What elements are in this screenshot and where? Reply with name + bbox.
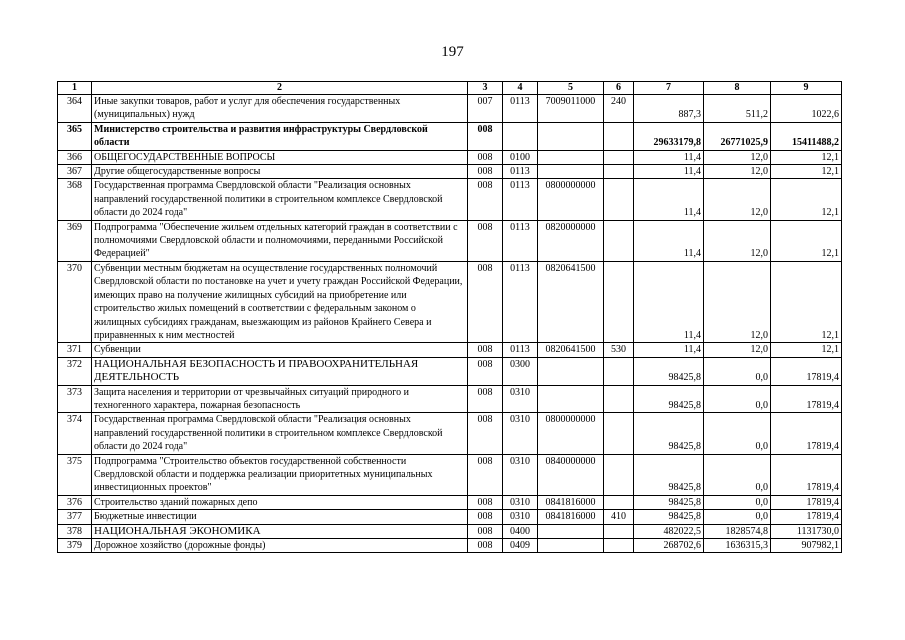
amount-col7: 11,4 — [634, 179, 704, 220]
row-number: 374 — [58, 413, 92, 454]
row-name: НАЦИОНАЛЬНАЯ БЕЗОПАСНОСТЬ И ПРАВООХРАНИТЕЛЬНАЯ ДЕЯТЕЛЬНОСТЬ — [92, 357, 468, 385]
column-header: 1 — [58, 82, 92, 95]
code-admin: 008 — [468, 357, 503, 385]
row-number: 378 — [58, 524, 92, 538]
table-row — [58, 495, 842, 509]
table-row — [58, 524, 842, 538]
column-header: 5 — [538, 82, 604, 95]
table-row — [58, 357, 842, 385]
amount-col9: 12,1 — [771, 165, 842, 179]
amount-col9: 17819,4 — [771, 510, 842, 524]
code-admin: 007 — [468, 95, 503, 123]
amount-col8: 0,0 — [704, 413, 771, 454]
code-expense-type — [604, 179, 634, 220]
code-target: 0841816000 — [538, 495, 604, 509]
amount-col7: 268702,6 — [634, 539, 704, 553]
row-name: Дорожное хозяйство (дорожные фонды) — [92, 539, 468, 553]
amount-col7: 11,4 — [634, 165, 704, 179]
column-header: 4 — [503, 82, 538, 95]
code-admin: 008 — [468, 495, 503, 509]
amount-col7: 11,4 — [634, 343, 704, 357]
column-header: 9 — [771, 82, 842, 95]
row-number: 376 — [58, 495, 92, 509]
row-name: Субвенции местным бюджетам на осуществление государственных полномочий Свердловской области по постановке на учет и учету граждан Российской Федерации, имеющих право на получение жилищных субсидий на приобретение или строительство жилых помещений в соответствии с федеральным законом о жилищных субсидиях гражданам, выезжающим из районов Крайнего Севера и приравненных к ним местностей — [92, 261, 468, 342]
amount-col9: 17819,4 — [771, 357, 842, 385]
amount-col7: 29633179,8 — [634, 122, 704, 150]
amount-col7: 11,4 — [634, 261, 704, 342]
code-admin: 008 — [468, 510, 503, 524]
code-admin: 008 — [468, 413, 503, 454]
amount-col7: 98425,8 — [634, 454, 704, 495]
code-section: 0113 — [503, 179, 538, 220]
row-number: 377 — [58, 510, 92, 524]
page-number: 197 — [441, 44, 464, 60]
row-name: Подпрограмма "Строительство объектов государственной собственности Свердловской области и поддержка реализации приоритетных муниципальных инвестиционных проектов" — [92, 454, 468, 495]
amount-col9: 12,1 — [771, 179, 842, 220]
amount-col8: 0,0 — [704, 495, 771, 509]
code-target: 0820000000 — [538, 220, 604, 261]
code-admin: 008 — [468, 539, 503, 553]
code-admin: 008 — [468, 122, 503, 150]
amount-col9: 17819,4 — [771, 413, 842, 454]
code-expense-type: 530 — [604, 343, 634, 357]
code-admin: 008 — [468, 220, 503, 261]
amount-col8: 12,0 — [704, 261, 771, 342]
code-target: 0840000000 — [538, 454, 604, 495]
table-row — [58, 539, 842, 553]
code-section: 0300 — [503, 357, 538, 385]
amount-col8: 0,0 — [704, 357, 771, 385]
table-row — [58, 179, 842, 220]
code-target: 7009011000 — [538, 95, 604, 123]
code-admin: 008 — [468, 343, 503, 357]
row-number: 364 — [58, 95, 92, 123]
row-number: 365 — [58, 122, 92, 150]
code-section: 0310 — [503, 454, 538, 495]
amount-col9: 907982,1 — [771, 539, 842, 553]
table-row — [58, 413, 842, 454]
amount-col8: 1636315,3 — [704, 539, 771, 553]
row-name: Строительство зданий пожарных депо — [92, 495, 468, 509]
code-admin: 008 — [468, 150, 503, 164]
amount-col9: 1022,6 — [771, 95, 842, 123]
table-row — [58, 122, 842, 150]
code-target: 0820641500 — [538, 261, 604, 342]
row-number: 369 — [58, 220, 92, 261]
code-admin: 008 — [468, 524, 503, 538]
table-row — [58, 220, 842, 261]
table-row — [58, 510, 842, 524]
row-name: Защита населения и территории от чрезвычайных ситуаций природного и техногенного характера, пожарная безопасность — [92, 385, 468, 413]
row-name: НАЦИОНАЛЬНАЯ ЭКОНОМИКА — [92, 524, 468, 538]
code-expense-type — [604, 220, 634, 261]
amount-col7: 11,4 — [634, 150, 704, 164]
amount-col7: 98425,8 — [634, 357, 704, 385]
table-row — [58, 150, 842, 164]
code-expense-type — [604, 165, 634, 179]
row-number: 370 — [58, 261, 92, 342]
table-row — [58, 261, 842, 342]
row-number: 372 — [58, 357, 92, 385]
row-number: 366 — [58, 150, 92, 164]
row-name: Государственная программа Свердловской области "Реализация основных направлений государственной политики в строительном комплексе Свердловской области до 2024 года" — [92, 179, 468, 220]
amount-col8: 12,0 — [704, 343, 771, 357]
column-header: 8 — [704, 82, 771, 95]
code-target: 0800000000 — [538, 413, 604, 454]
code-target: 0841816000 — [538, 510, 604, 524]
table-row — [58, 343, 842, 357]
row-number: 371 — [58, 343, 92, 357]
table-header-row — [58, 82, 842, 95]
code-target — [538, 357, 604, 385]
column-header: 7 — [634, 82, 704, 95]
code-expense-type — [604, 150, 634, 164]
row-name: Министерство строительства и развития инфраструктуры Свердловской области — [92, 122, 468, 150]
amount-col7: 11,4 — [634, 220, 704, 261]
code-admin: 008 — [468, 261, 503, 342]
code-section: 0400 — [503, 524, 538, 538]
amount-col8: 0,0 — [704, 510, 771, 524]
code-section: 0409 — [503, 539, 538, 553]
code-target: 0800000000 — [538, 179, 604, 220]
amount-col8: 511,2 — [704, 95, 771, 123]
code-section: 0113 — [503, 165, 538, 179]
amount-col9: 17819,4 — [771, 385, 842, 413]
code-target — [538, 385, 604, 413]
amount-col7: 98425,8 — [634, 495, 704, 509]
amount-col9: 12,1 — [771, 343, 842, 357]
amount-col9: 1131730,0 — [771, 524, 842, 538]
amount-col9: 17819,4 — [771, 454, 842, 495]
code-section: 0113 — [503, 343, 538, 357]
amount-col7: 98425,8 — [634, 413, 704, 454]
code-section: 0113 — [503, 95, 538, 123]
amount-col8: 0,0 — [704, 385, 771, 413]
code-section: 0310 — [503, 495, 538, 509]
row-name: Иные закупки товаров, работ и услуг для обеспечения государственных (муниципальных) нужд — [92, 95, 468, 123]
row-number: 379 — [58, 539, 92, 553]
row-name: ОБЩЕГОСУДАРСТВЕННЫЕ ВОПРОСЫ — [92, 150, 468, 164]
row-number: 375 — [58, 454, 92, 495]
code-expense-type — [604, 495, 634, 509]
row-number: 373 — [58, 385, 92, 413]
code-admin: 008 — [468, 385, 503, 413]
code-target — [538, 150, 604, 164]
table-row — [58, 385, 842, 413]
code-target — [538, 122, 604, 150]
row-name: Подпрограмма "Обеспечение жильем отдельных категорий граждан в соответствии с полномочиями Свердловской области и полномочиями, переданными Российской Федерацией" — [92, 220, 468, 261]
column-header: 3 — [468, 82, 503, 95]
code-target — [538, 165, 604, 179]
code-expense-type — [604, 454, 634, 495]
code-expense-type — [604, 122, 634, 150]
code-target: 0820641500 — [538, 343, 604, 357]
code-admin: 008 — [468, 165, 503, 179]
code-section: 0310 — [503, 510, 538, 524]
code-admin: 008 — [468, 454, 503, 495]
amount-col7: 98425,8 — [634, 385, 704, 413]
amount-col8: 12,0 — [704, 165, 771, 179]
code-admin: 008 — [468, 179, 503, 220]
code-section: 0113 — [503, 261, 538, 342]
code-target — [538, 539, 604, 553]
code-section: 0310 — [503, 413, 538, 454]
code-section: 0113 — [503, 220, 538, 261]
amount-col8: 1828574,8 — [704, 524, 771, 538]
amount-col7: 98425,8 — [634, 510, 704, 524]
row-name: Другие общегосударственные вопросы — [92, 165, 468, 179]
code-expense-type — [604, 539, 634, 553]
amount-col9: 12,1 — [771, 150, 842, 164]
row-name: Бюджетные инвестиции — [92, 510, 468, 524]
amount-col7: 887,3 — [634, 95, 704, 123]
amount-col9: 12,1 — [771, 261, 842, 342]
table-row — [58, 165, 842, 179]
amount-col8: 12,0 — [704, 150, 771, 164]
amount-col9: 15411488,2 — [771, 122, 842, 150]
amount-col9: 17819,4 — [771, 495, 842, 509]
code-expense-type — [604, 357, 634, 385]
amount-col8: 0,0 — [704, 454, 771, 495]
code-section: 0100 — [503, 150, 538, 164]
column-header: 6 — [604, 82, 634, 95]
amount-col8: 12,0 — [704, 179, 771, 220]
amount-col8: 12,0 — [704, 220, 771, 261]
row-name: Государственная программа Свердловской области "Реализация основных направлений государственной политики в строительном комплексе Свердловской области до 2024 года" — [92, 413, 468, 454]
amount-col9: 12,1 — [771, 220, 842, 261]
code-expense-type: 240 — [604, 95, 634, 123]
table-row — [58, 95, 842, 123]
code-expense-type — [604, 413, 634, 454]
amount-col7: 482022,5 — [634, 524, 704, 538]
code-target — [538, 524, 604, 538]
row-number: 368 — [58, 179, 92, 220]
amount-col8: 26771025,9 — [704, 122, 771, 150]
code-expense-type — [604, 385, 634, 413]
table-row — [58, 454, 842, 495]
row-number: 367 — [58, 165, 92, 179]
code-section: 0310 — [503, 385, 538, 413]
row-name: Субвенции — [92, 343, 468, 357]
code-section — [503, 122, 538, 150]
code-expense-type — [604, 524, 634, 538]
column-header: 2 — [92, 82, 468, 95]
code-expense-type: 410 — [604, 510, 634, 524]
code-expense-type — [604, 261, 634, 342]
budget-table — [57, 81, 842, 553]
